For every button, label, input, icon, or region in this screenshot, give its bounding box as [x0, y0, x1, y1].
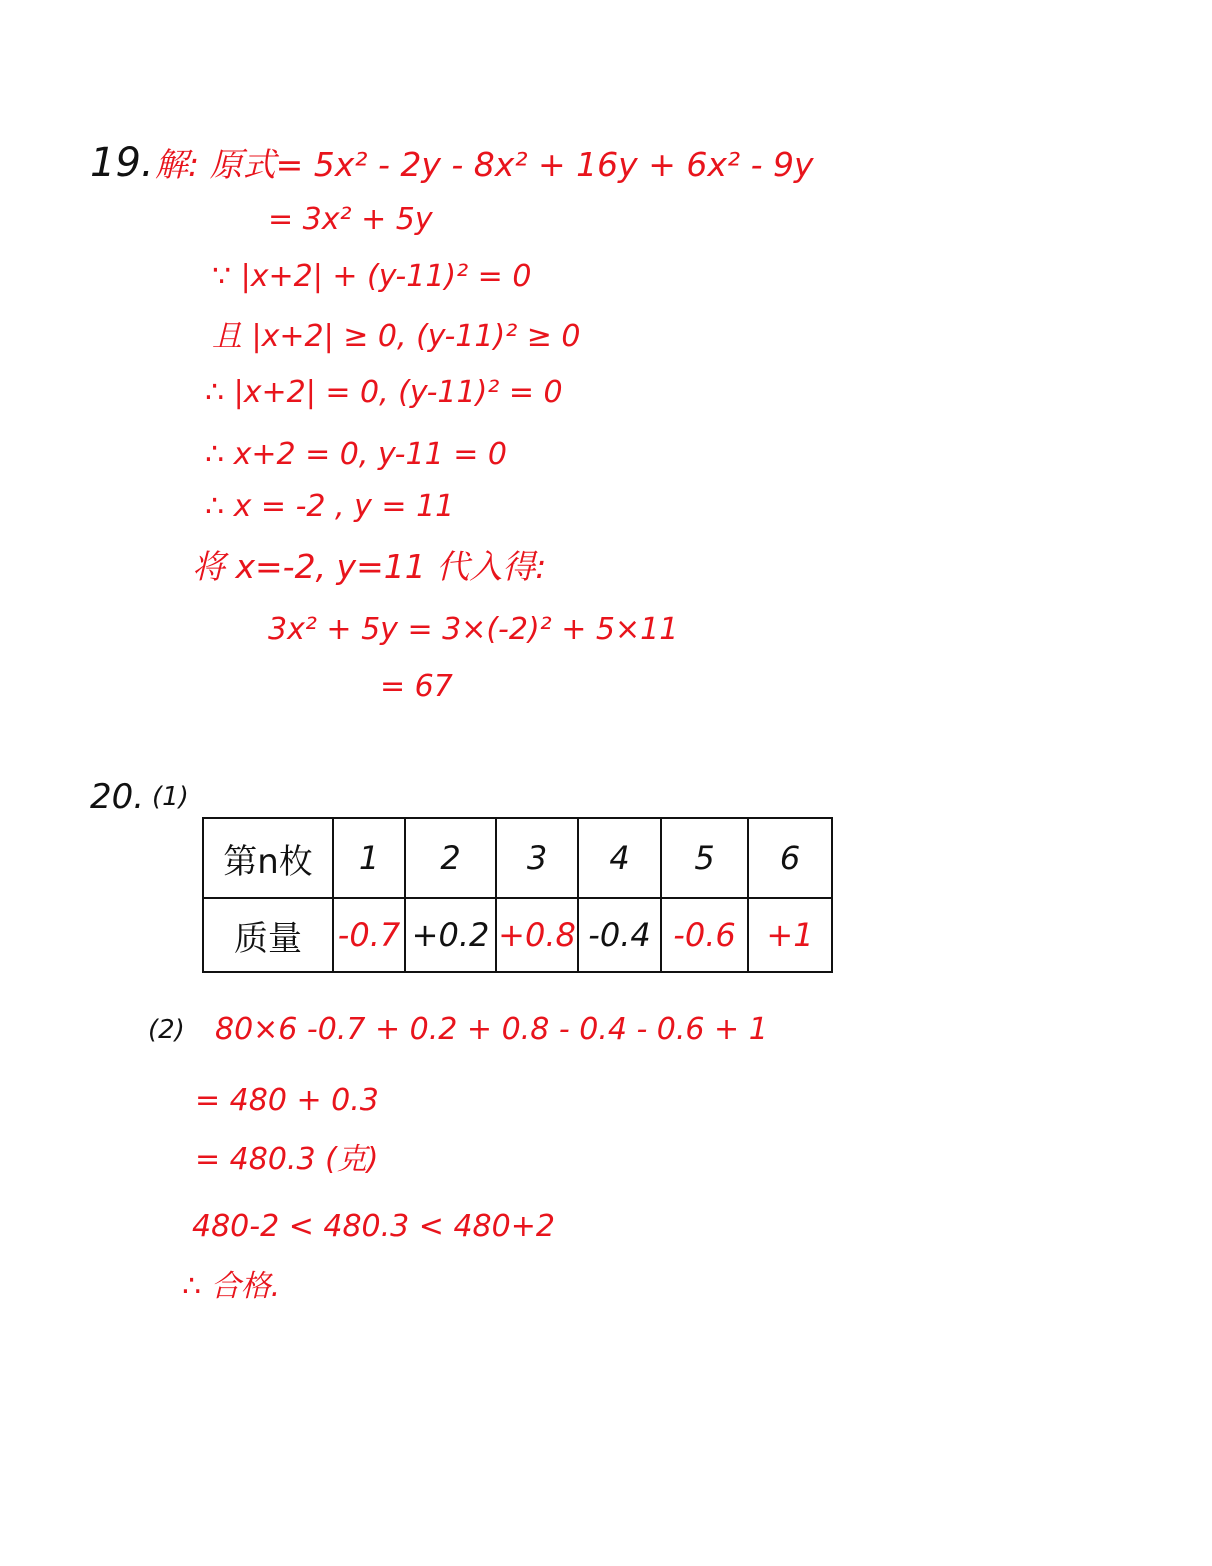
q19-line-2: = 3x² + 5y	[268, 202, 433, 237]
table-column-header: 4	[578, 818, 661, 898]
table-column-header: 3	[496, 818, 578, 898]
q19-line-6: ∴ x+2 = 0, y-11 = 0	[205, 437, 507, 472]
table-column-header: 5	[661, 818, 748, 898]
table-column-header: 2	[405, 818, 496, 898]
q20-line-2: = 480 + 0.3	[195, 1083, 379, 1118]
table-row	[203, 898, 832, 972]
table-header-label: 第n枚	[203, 818, 333, 898]
table-cell-value: +0.2	[405, 898, 496, 972]
table-cell-value: -0.6	[661, 898, 748, 972]
q19-line-8: 将 x=-2, y=11 代入得:	[192, 547, 547, 586]
table-column-header: 1	[333, 818, 405, 898]
table-cell-value: +1	[748, 898, 832, 972]
table-cell-value: +0.8	[496, 898, 578, 972]
question-20-number: 20.	[90, 777, 145, 817]
q20-line-5: ∴ 合格.	[182, 1269, 281, 1304]
table-cell-value: -0.4	[578, 898, 661, 972]
mass-table	[202, 817, 833, 973]
q19-line-5: ∴ |x+2| = 0, (y-11)² = 0	[205, 375, 563, 410]
table-cell-value: -0.7	[333, 898, 405, 972]
table-row	[203, 818, 832, 898]
table-row-label: 质量	[203, 898, 333, 972]
table-column-header: 6	[748, 818, 832, 898]
q19-line-7: ∴ x = -2 , y = 11	[205, 489, 455, 524]
q19-line-3: ∵ |x+2| + (y-11)² = 0	[212, 259, 532, 294]
q20-line-4: 480-2 < 480.3 < 480+2	[192, 1209, 555, 1244]
question-19-number: 19.	[90, 140, 154, 186]
q20-part-2-label: (2)	[148, 1015, 185, 1045]
q20-line-1: 80×6 -0.7 + 0.2 + 0.8 - 0.4 - 0.6 + 1	[215, 1012, 768, 1047]
q19-line-10: = 67	[380, 669, 453, 704]
q20-part-1-label: (1)	[152, 782, 189, 812]
q19-line-9: 3x² + 5y = 3×(-2)² + 5×11	[268, 612, 679, 647]
q20-line-3: = 480.3 (克)	[195, 1142, 379, 1177]
q19-line-4: 且 |x+2| ≥ 0, (y-11)² ≥ 0	[212, 319, 581, 354]
q19-line-1: 解: 原式= 5x² - 2y - 8x² + 16y + 6x² - 9y	[155, 145, 814, 184]
